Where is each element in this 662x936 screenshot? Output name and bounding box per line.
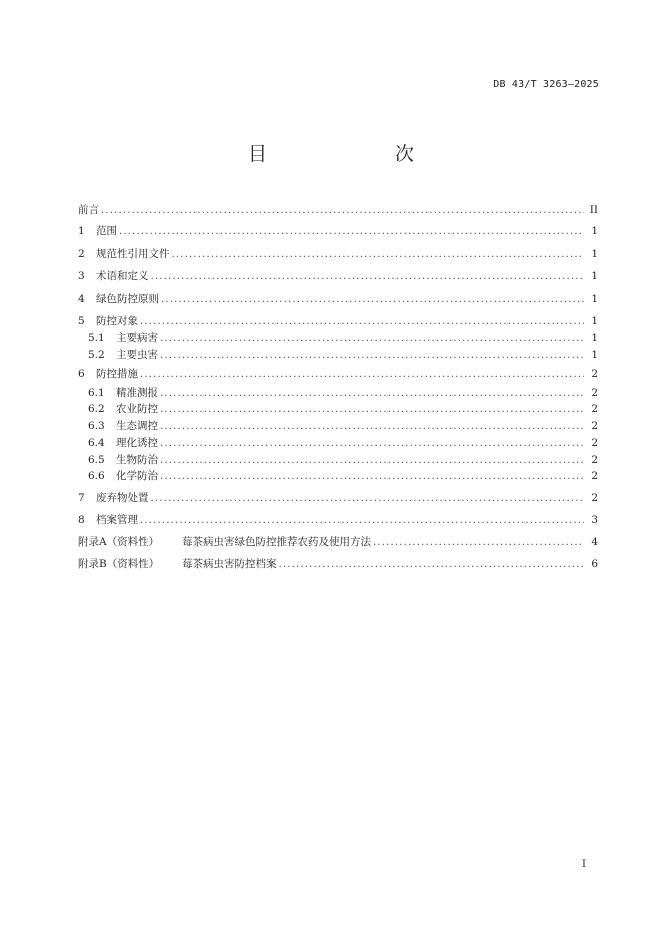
toc-entry[interactable] <box>78 534 598 550</box>
toc-entry-number: 6.2 <box>88 403 105 415</box>
toc-entry-page: 1 <box>591 270 598 282</box>
toc-leader-dots <box>119 226 584 237</box>
toc-entry[interactable] <box>78 556 598 572</box>
toc-entry[interactable] <box>88 418 598 434</box>
toc-entry-page: 4 <box>591 536 598 548</box>
toc-entry-label: 主要病害 <box>116 332 158 344</box>
toc-entry-number: 附录B（资料性） <box>78 558 160 570</box>
toc-entry-number: 5.2 <box>88 349 105 361</box>
toc-entry-number: 1 <box>78 225 85 237</box>
toc-leader-dots <box>160 438 584 449</box>
toc-entry-page: 1 <box>591 315 598 327</box>
toc-leader-dots <box>161 294 584 305</box>
page-number: I <box>582 859 586 870</box>
toc-entry-label: 防控措施 <box>96 368 138 380</box>
toc-entry-page: 1 <box>591 332 598 344</box>
toc-entry-number: 3 <box>78 270 85 282</box>
toc-entry-page: 6 <box>591 558 598 570</box>
toc-leader-dots <box>160 455 584 466</box>
toc-entry-page: 2 <box>591 454 598 466</box>
toc-entry-label: 档案管理 <box>96 514 138 526</box>
toc-leader-dots <box>160 421 584 432</box>
toc-entry-label: 规范性引用文件 <box>96 248 170 260</box>
toc-entry[interactable] <box>88 401 598 417</box>
toc-entry-label: 莓茶病虫害防控档案 <box>182 558 277 570</box>
toc-leader-dots <box>140 515 584 526</box>
toc-leader-dots <box>160 388 584 399</box>
toc-entry-page: 2 <box>591 368 598 380</box>
toc-entry-label: 生态调控 <box>116 420 158 432</box>
toc-entry-label: 莓茶病虫害绿色防控推荐农药及使用方法 <box>182 536 371 548</box>
toc-entry-page: II <box>589 204 598 216</box>
document-number: DB 43/T 3263—2025 <box>493 79 599 90</box>
toc-entry-label: 精准测报 <box>116 387 158 399</box>
toc-entry[interactable] <box>88 347 598 363</box>
toc-entry[interactable] <box>78 366 598 382</box>
toc-entry-page: 1 <box>591 293 598 305</box>
toc-entry[interactable] <box>78 202 598 218</box>
toc-entry-label: 废弃物处置 <box>96 492 149 504</box>
toc-entry[interactable] <box>78 268 598 284</box>
toc-leader-dots <box>151 271 585 282</box>
toc-leader-dots <box>140 316 584 327</box>
toc-entry-page: 1 <box>591 248 598 260</box>
toc-entry-label: 理化诱控 <box>116 437 158 449</box>
toc-entry[interactable] <box>78 223 598 239</box>
toc-entry-number: 5 <box>78 315 85 327</box>
toc-entry[interactable] <box>88 385 598 401</box>
toc-entry-label: 化学防治 <box>116 470 158 482</box>
toc-entry-page: 2 <box>591 437 598 449</box>
toc-leader-dots <box>172 249 585 260</box>
toc-entry-number: 6.5 <box>88 454 105 466</box>
toc-leader-dots <box>279 559 585 570</box>
toc-entry-number: 7 <box>78 492 85 504</box>
toc-entry-number: 6 <box>78 368 85 380</box>
toc-entry-page: 2 <box>591 492 598 504</box>
toc-entry-label: 术语和定义 <box>96 270 149 282</box>
toc-entry-number: 附录A（资料性） <box>78 536 160 548</box>
toc-entry[interactable] <box>78 313 598 329</box>
toc-entry-number: 2 <box>78 248 85 260</box>
toc-leader-dots <box>160 471 584 482</box>
toc-entry-label: 农业防控 <box>116 403 158 415</box>
toc-entry-page: 3 <box>591 514 598 526</box>
toc-entry-label: 前言 <box>78 204 99 216</box>
toc-entry-number: 5.1 <box>88 332 105 344</box>
toc-entry-page: 2 <box>591 470 598 482</box>
toc-entry-label: 绿色防控原则 <box>96 293 159 305</box>
toc-entry-label: 生物防治 <box>116 454 158 466</box>
toc-entry-number: 4 <box>78 293 85 305</box>
toc-entry[interactable] <box>78 291 598 307</box>
toc-entry[interactable] <box>88 468 598 484</box>
toc-title: 目 次 <box>247 143 444 165</box>
toc-leader-dots <box>160 350 584 361</box>
toc-entry-page: 2 <box>591 420 598 432</box>
toc-entry[interactable] <box>88 435 598 451</box>
toc-entry[interactable] <box>78 490 598 506</box>
toc-entry-number: 6.1 <box>88 387 105 399</box>
toc-entry-number: 6.4 <box>88 437 105 449</box>
toc-entry-page: 1 <box>591 349 598 361</box>
toc-entry-label: 范围 <box>96 225 117 237</box>
toc-leader-dots <box>160 404 584 415</box>
toc-entry-number: 6.6 <box>88 470 105 482</box>
toc-entry-label: 主要虫害 <box>116 349 158 361</box>
toc-leader-dots <box>151 493 585 504</box>
toc-entry[interactable] <box>88 452 598 468</box>
toc-leader-dots <box>160 333 584 344</box>
toc-entry-label: 防控对象 <box>96 315 138 327</box>
toc-leader-dots <box>140 369 584 380</box>
toc-leader-dots <box>373 537 584 548</box>
toc-leader-dots <box>101 205 584 216</box>
toc-entry-page: 2 <box>591 403 598 415</box>
toc-entry-page: 2 <box>591 387 598 399</box>
toc-entry[interactable] <box>78 246 598 262</box>
toc-entry-page: 1 <box>591 225 598 237</box>
toc-entry-number: 6.3 <box>88 420 105 432</box>
toc-entry[interactable] <box>78 512 598 528</box>
toc-entry[interactable] <box>88 330 598 346</box>
toc-entry-number: 8 <box>78 514 85 526</box>
